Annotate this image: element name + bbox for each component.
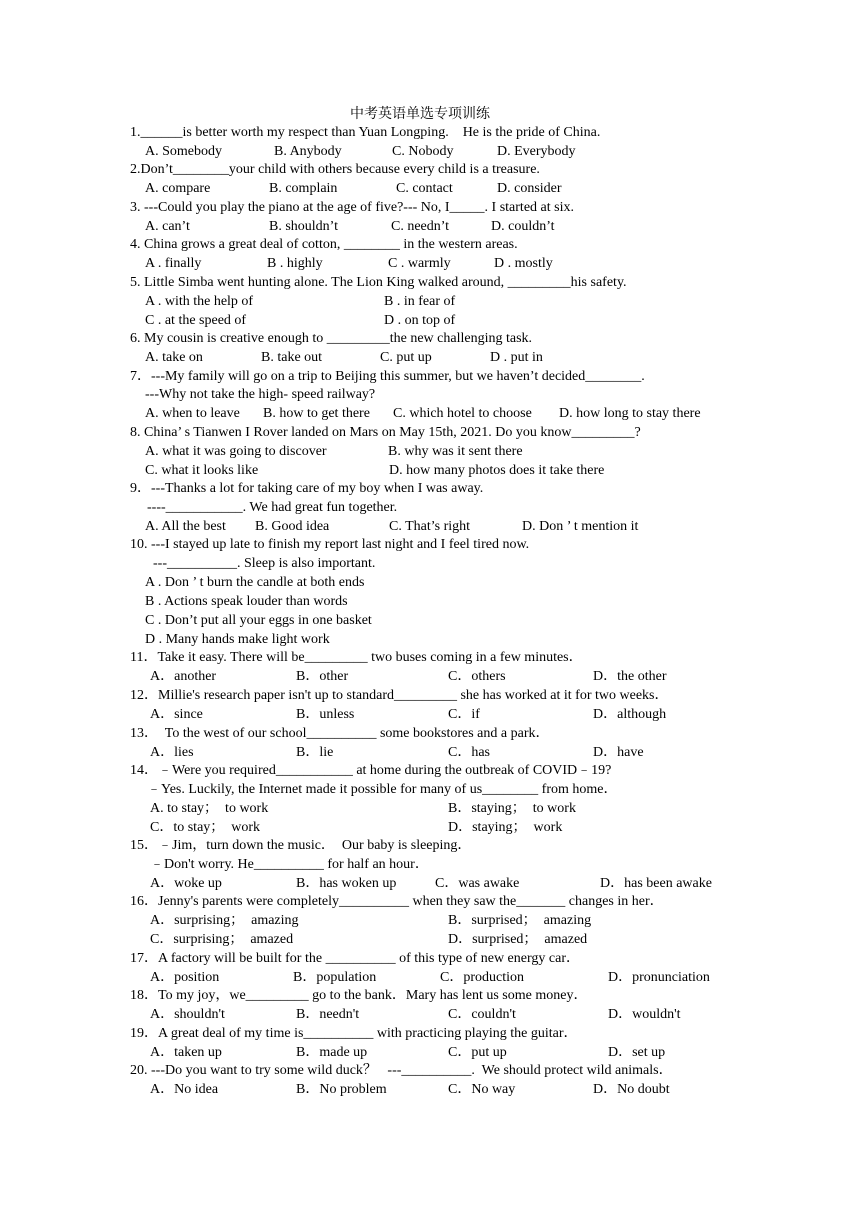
question-20-option-b: B．No problem	[296, 1082, 387, 1097]
question-2-option-a: A. compare	[145, 181, 211, 196]
question-15-option-c: C．was awake	[435, 876, 520, 891]
question-16-option-c: C．surprising； amazed	[150, 932, 294, 947]
question-15-option-a: A．woke up	[150, 876, 222, 891]
question-20-stem: 20. ---Do you want to try some wild duck？ ---__________. We should protect wild animals．	[130, 1063, 673, 1078]
question-3-option-b: B. shouldn’t	[269, 219, 338, 234]
question-17-option-c: C．production	[440, 970, 524, 985]
question-7-stem: 7．---My family will go on a trip to Beijing this summer, but we haven’t decided________.	[130, 369, 645, 384]
question-12-stem: 12．Millie's research paper isn't up to standard_________ she has worked at it for two weeks．	[130, 688, 669, 703]
question-17-option-d: D．pronunciation	[608, 970, 710, 985]
question-2-stem: 2.Don’t________your child with others because every child is a treasure.	[130, 162, 540, 177]
question-1-option-a: A. Somebody	[145, 144, 222, 159]
page-title: 中考英语单选专项训练	[350, 106, 490, 122]
question-13-stem: 13． To the west of our school__________ some bookstores and a park．	[130, 726, 550, 741]
question-11-option-b: B．other	[296, 669, 349, 684]
question-4-option-a: A . finally	[145, 256, 202, 271]
question-12-option-a: A．since	[150, 707, 203, 722]
question-5-option-b: B . in fear of	[384, 294, 456, 309]
question-14-option-d: D．staying； work	[448, 820, 563, 835]
question-14-stem: ﹣Yes. Luckily, the Internet made it possible for many of us________ from home．	[147, 782, 618, 797]
question-11-option-c: C．others	[448, 669, 506, 684]
question-2-option-d: D. consider	[497, 181, 562, 196]
question-6-option-c: C. put up	[380, 350, 432, 365]
question-11-option-a: A．another	[150, 669, 217, 684]
question-4-stem: 4. China grows a great deal of cotton, ________ in the western areas.	[130, 237, 518, 252]
question-9-stem: ----___________. We had great fun together.	[147, 500, 398, 515]
question-6-option-d: D . put in	[490, 350, 543, 365]
question-10-option-d: D . Many hands make light work	[145, 632, 330, 647]
question-18-option-a: A．shouldn't	[150, 1007, 225, 1022]
question-16-option-d: D．surprised； amazed	[448, 932, 588, 947]
question-15-option-d: D．has been awake	[600, 876, 712, 891]
question-5-option-d: D . on top of	[384, 313, 456, 328]
question-17-stem: 17．A factory will be built for the __________ of this type of new energy car．	[130, 951, 580, 966]
question-14-stem: 14．﹣Were you required___________ at home during the outbreak of COVID﹣19?	[130, 763, 612, 778]
question-14-option-b: B．staying； to work	[448, 801, 576, 816]
question-10-stem: 10. ---I stayed up late to finish my report last night and I feel tired now.	[130, 537, 530, 552]
question-5-stem: 5. Little Simba went hunting alone. The Lion King walked around, _________his safety.	[130, 275, 627, 290]
question-11-option-d: D．the other	[593, 669, 667, 684]
question-8-option-d: D. how many photos does it take there	[389, 463, 605, 478]
question-16-option-b: B．surprised； amazing	[448, 913, 592, 928]
question-13-option-c: C．has	[448, 745, 490, 760]
question-5-option-c: C . at the speed of	[145, 313, 247, 328]
question-8-stem: 8. China’ s Tianwen I Rover landed on Mars on May 15th, 2021. Do you know_________?	[130, 425, 641, 440]
question-19-option-d: D．set up	[608, 1045, 666, 1060]
question-5-option-a: A . with the help of	[145, 294, 254, 309]
question-2-option-b: B. complain	[269, 181, 338, 196]
question-9-option-b: B. Good idea	[255, 519, 330, 534]
question-7-option-d: D. how long to stay there	[559, 406, 701, 421]
question-10-option-c: C . Don’t put all your eggs in one basket	[145, 613, 372, 628]
question-9-option-c: C. That’s right	[389, 519, 471, 534]
question-19-option-c: C．put up	[448, 1045, 507, 1060]
question-14-option-c: C．to stay； work	[150, 820, 261, 835]
question-18-stem: 18．To my joy，we_________ go to the bank．Mary has lent us some money．	[130, 988, 588, 1003]
question-6-stem: 6. My cousin is creative enough to _________the new challenging task.	[130, 331, 533, 346]
question-7-option-b: B. how to get there	[263, 406, 370, 421]
question-20-option-d: D．No doubt	[593, 1082, 670, 1097]
question-8-option-b: B. why was it sent there	[388, 444, 523, 459]
question-12-option-b: B．unless	[296, 707, 355, 722]
question-20-option-c: C．No way	[448, 1082, 516, 1097]
question-1-option-b: B. Anybody	[274, 144, 342, 159]
question-3-stem: 3. ---Could you play the piano at the age of five?--- No, I_____. I started at six.	[130, 200, 574, 215]
question-13-option-b: B．lie	[296, 745, 334, 760]
question-6-option-b: B. take out	[261, 350, 323, 365]
question-4-option-b: B . highly	[267, 256, 323, 271]
question-3-option-d: D. couldn’t	[491, 219, 555, 234]
question-17-option-b: B．population	[293, 970, 377, 985]
question-10-option-a: A . Don ’ t burn the candle at both ends	[145, 575, 365, 590]
question-15-stem: 15．﹣Jim，turn down the music． Our baby is sleeping．	[130, 838, 472, 853]
question-19-option-b: B．made up	[296, 1045, 368, 1060]
question-12-option-c: C．if	[448, 707, 480, 722]
question-12-option-d: D．although	[593, 707, 667, 722]
question-7-option-c: C. which hotel to choose	[393, 406, 532, 421]
question-7-option-a: A. when to leave	[145, 406, 240, 421]
question-6-option-a: A. take on	[145, 350, 203, 365]
question-8-option-c: C. what it looks like	[145, 463, 259, 478]
question-16-option-a: A．surprising； amazing	[150, 913, 299, 928]
question-16-stem: 16．Jenny's parents were completely__________ when they saw the_______ changes in her．	[130, 894, 664, 909]
question-13-option-a: A．lies	[150, 745, 194, 760]
question-11-stem: 11．Take it easy. There will be_________ two buses coming in a few minutes．	[130, 650, 583, 665]
question-19-option-a: A．taken up	[150, 1045, 222, 1060]
question-9-option-d: D. Don ’ t mention it	[522, 519, 639, 534]
question-15-option-b: B．has woken up	[296, 876, 397, 891]
question-4-option-d: D . mostly	[494, 256, 553, 271]
question-13-option-d: D．have	[593, 745, 644, 760]
question-2-option-c: C. contact	[396, 181, 453, 196]
question-10-option-b: B . Actions speak louder than words	[145, 594, 348, 609]
question-1-stem: 1.______is better worth my respect than Yuan Longping. He is the pride of China.	[130, 125, 601, 140]
question-15-stem: ﹣Don't worry. He__________ for half an hour．	[150, 857, 429, 872]
question-9-stem: 9．---Thanks a lot for taking care of my boy when I was away.	[130, 481, 484, 496]
question-4-option-c: C . warmly	[388, 256, 451, 271]
question-3-option-c: C. needn’t	[391, 219, 450, 234]
question-14-option-a: A. to stay； to work	[150, 801, 269, 816]
question-19-stem: 19．A great deal of my time is__________ with practicing playing the guitar．	[130, 1026, 578, 1041]
question-18-option-d: D．wouldn't	[608, 1007, 681, 1022]
question-20-option-a: A．No idea	[150, 1082, 219, 1097]
question-1-option-d: D. Everybody	[497, 144, 576, 159]
question-8-option-a: A. what it was going to discover	[145, 444, 327, 459]
question-10-stem: ---__________. Sleep is also important.	[153, 556, 376, 571]
question-17-option-a: A．position	[150, 970, 220, 985]
question-1-option-c: C. Nobody	[392, 144, 454, 159]
question-18-option-b: B．needn't	[296, 1007, 360, 1022]
question-7-stem: ---Why not take the high- speed railway?	[145, 387, 376, 402]
question-9-option-a: A. All the best	[145, 519, 226, 534]
question-3-option-a: A. can’t	[145, 219, 190, 234]
question-18-option-c: C．couldn't	[448, 1007, 516, 1022]
